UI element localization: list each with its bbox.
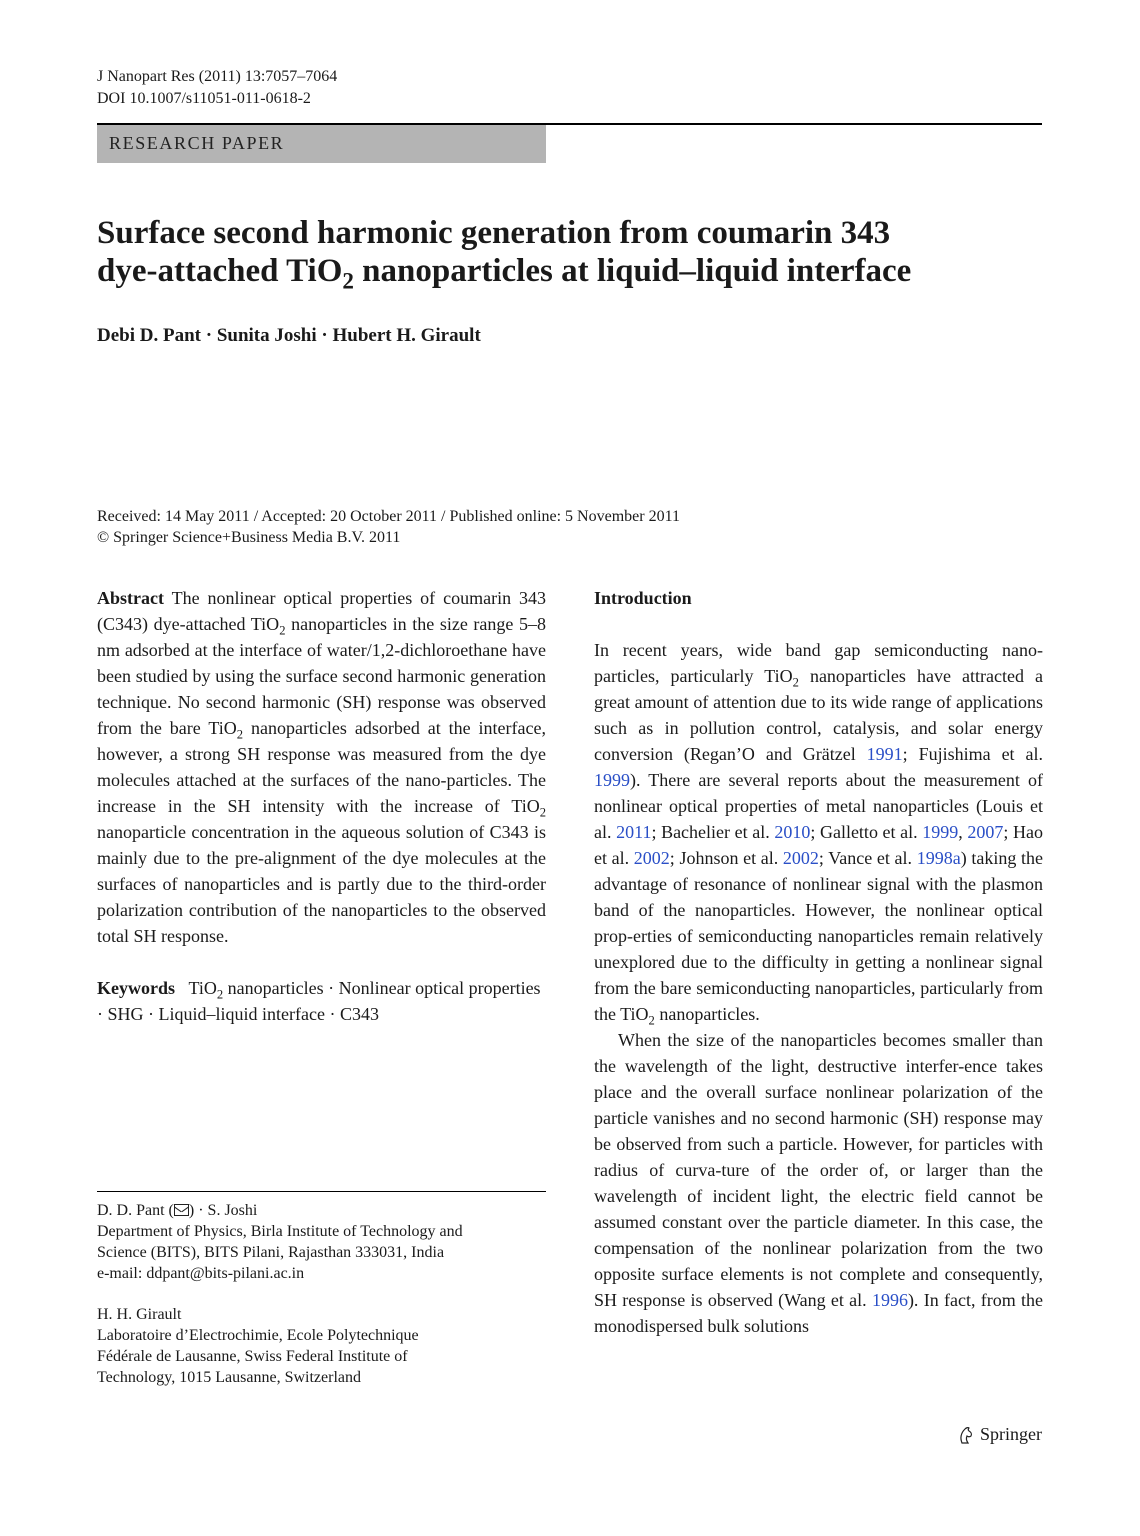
body-text: When the size of the nanoparticles becomes smaller than the wavelength of the light, destructive interfer-ence takes place and the overall surface nonlinear polarization of the particle vanishes and no second harmonic (SH) response may be observed from such a particle. However, for particles with radius of curva-ture of the order of, or larger than the wavelength of incident light, the electric field cannot be assumed constant over the particle diameter. In this case, the compensation of the nonlinear polarization from the two opposite surface elements is not complete and consequently, SH response is observed (Wang et al. xyxy=(594,1030,1043,1310)
citation-link[interactable]: 1999 xyxy=(922,822,959,842)
body-text: In recent years, wide band gap semiconducting nano-particles, particularly TiO xyxy=(594,640,1043,686)
abstract-label: Abstract xyxy=(97,588,164,608)
body-text: ) taking the advantage of resonance of nonlinear signal with the plasmon band of the nanoparticles. However, the nonlinear optical prop-erties of semiconducting nanoparticles remain relatively unexplored due to the difficulty in getting a nonlinear signal from the bare semiconducting nanoparticles, particularly from the TiO xyxy=(594,848,1043,1024)
affiliation-2 xyxy=(97,1304,546,1388)
body-text: nanoparticles have attracted a great amount of attention due to its wide range of applications such as in pollution control, catalysis, and solar energy conversion (Regan’O and Grätzel xyxy=(594,666,1044,764)
author-3[interactable]: Hubert H. Girault xyxy=(332,325,481,346)
section-heading: Introduction xyxy=(594,588,692,608)
affiliation-name: H. H. Girault xyxy=(97,1306,182,1323)
abstract-text: The nonlinear optical properties of coumarin 343 (C343) dye-attached TiO xyxy=(97,588,546,634)
author-1[interactable]: Debi D. Pant xyxy=(97,325,201,346)
citation-link[interactable]: 2002 xyxy=(633,848,670,868)
abstract xyxy=(97,585,546,949)
intro-paragraph-2 xyxy=(594,1027,1043,1339)
body-text: ; Galletto et al. xyxy=(810,822,923,842)
keyword-text: nanoparticles xyxy=(223,978,324,998)
left-column xyxy=(97,585,546,1027)
body-text: ; Johnson et al. xyxy=(669,848,783,868)
affiliation-name: D. D. Pant ( xyxy=(97,1202,174,1219)
section-label-bar xyxy=(97,125,546,163)
email-link[interactable]: e-mail: ddpant@bits-pilani.ac.in xyxy=(97,1265,305,1282)
body-text: ; Hao et al. xyxy=(594,822,1043,868)
footnote-rule xyxy=(97,1191,546,1192)
author-2[interactable]: Sunita Joshi xyxy=(216,325,317,346)
citation-link[interactable]: 2007 xyxy=(967,822,1004,842)
body-text: nanoparticles. xyxy=(654,1004,760,1024)
author-list xyxy=(97,325,481,347)
copyright-line: © Springer Science+Business Media B.V. 2011 xyxy=(97,529,401,546)
abstract-text: nanoparticle concentration in the aqueous solution of C343 is mainly due to the pre-alignment of the dye molecules at the surfaces of nanoparticles and is partly due to the third-order polarization contribution of the nanoparticles to the observed total SH response. xyxy=(97,822,546,946)
affiliation-line: Science (BITS), BITS Pilani, Rajasthan 333031, India xyxy=(97,1244,445,1261)
affiliation-line: Department of Physics, Birla Institute of Technology and xyxy=(97,1223,463,1240)
paper-title xyxy=(97,214,1042,294)
body-text: , xyxy=(958,822,968,842)
citation-link[interactable]: 2002 xyxy=(782,848,819,868)
affiliation-line: Technology, 1015 Lausanne, Switzerland xyxy=(97,1369,361,1386)
springer-horse-icon xyxy=(956,1425,976,1445)
author-separator: · xyxy=(316,325,333,346)
envelope-icon[interactable] xyxy=(174,1204,189,1216)
title-line1: Surface second harmonic generation from coumarin 343 xyxy=(97,215,891,251)
section-label: RESEARCH PAPER xyxy=(109,133,285,153)
journal-citation xyxy=(97,66,337,110)
citation-link[interactable]: 1996 xyxy=(871,1290,908,1310)
subscript: 2 xyxy=(236,727,244,742)
title-subscript: 2 xyxy=(342,267,354,294)
keywords xyxy=(97,975,546,1027)
right-column xyxy=(594,585,1043,1339)
keyword-text: TiO xyxy=(188,978,217,998)
citation-link[interactable]: 2010 xyxy=(774,822,811,842)
citation-link[interactable]: 1991 xyxy=(866,744,903,764)
abstract-text: nanoparticles in the size range 5–8 nm adsorbed at the interface of water/1,2-dichloroethane have been studied by using the surface second harmonic generation technique. No second harmonic (SH) response was observed from the bare TiO xyxy=(97,614,546,738)
keywords-label: Keywords xyxy=(97,978,175,998)
publisher-name: Springer xyxy=(980,1424,1042,1444)
affiliation-line: Fédérale de Lausanne, Swiss Federal Institute of xyxy=(97,1348,408,1365)
subscript: 2 xyxy=(216,987,224,1002)
keyword-text: · Nonlinear optical properties · SHG · Liquid–liquid interface · C343 xyxy=(97,978,541,1024)
subscript: 2 xyxy=(279,623,286,638)
affiliation-1 xyxy=(97,1200,546,1284)
citation-link[interactable]: 1999 xyxy=(594,770,630,790)
citation-link[interactable]: 1998a xyxy=(916,848,961,868)
affiliation-line: Laboratoire d’Electrochimie, Ecole Polytechnique xyxy=(97,1327,419,1344)
subscript: 2 xyxy=(792,675,799,690)
dates-line: Received: 14 May 2011 / Accepted: 20 October 2011 / Published online: 5 November 2011 xyxy=(97,508,680,525)
body-text: ). In fact, from the monodispersed bulk solutions xyxy=(594,1290,1043,1336)
abstract-text: nanoparticles adsorbed at the interface, however, a strong SH response was measured from the dye molecules attached at the surfaces of the nano-particles. The increase in the SH intensity with the increase of TiO xyxy=(97,718,546,816)
author-separator: · xyxy=(200,325,217,346)
affiliation-name: ) · S. Joshi xyxy=(188,1202,258,1219)
subscript: 2 xyxy=(648,1013,655,1028)
doi-line[interactable]: DOI 10.1007/s11051-011-0618-2 xyxy=(97,90,311,107)
journal-line: J Nanopart Res (2011) 13:7057–7064 xyxy=(97,68,338,85)
body-text: ; Fujishima et al. xyxy=(902,744,1043,764)
body-text: ). There are several reports about the measurement of nonlinear optical properties of metal nanoparticles (Louis et al. xyxy=(594,770,1043,842)
citation-link[interactable]: 2011 xyxy=(616,822,652,842)
body-text: ; Bachelier et al. xyxy=(651,822,775,842)
title-line2-b: nanoparticles at liquid–liquid interface xyxy=(353,253,912,289)
publisher-logo xyxy=(956,1424,1042,1445)
subscript: 2 xyxy=(539,805,546,820)
intro-paragraph-1 xyxy=(594,637,1043,1027)
title-line2-a: dye-attached TiO xyxy=(97,253,343,289)
affiliation-names xyxy=(97,1200,546,1221)
publication-dates xyxy=(97,506,680,548)
body-text: ; Vance et al. xyxy=(818,848,917,868)
